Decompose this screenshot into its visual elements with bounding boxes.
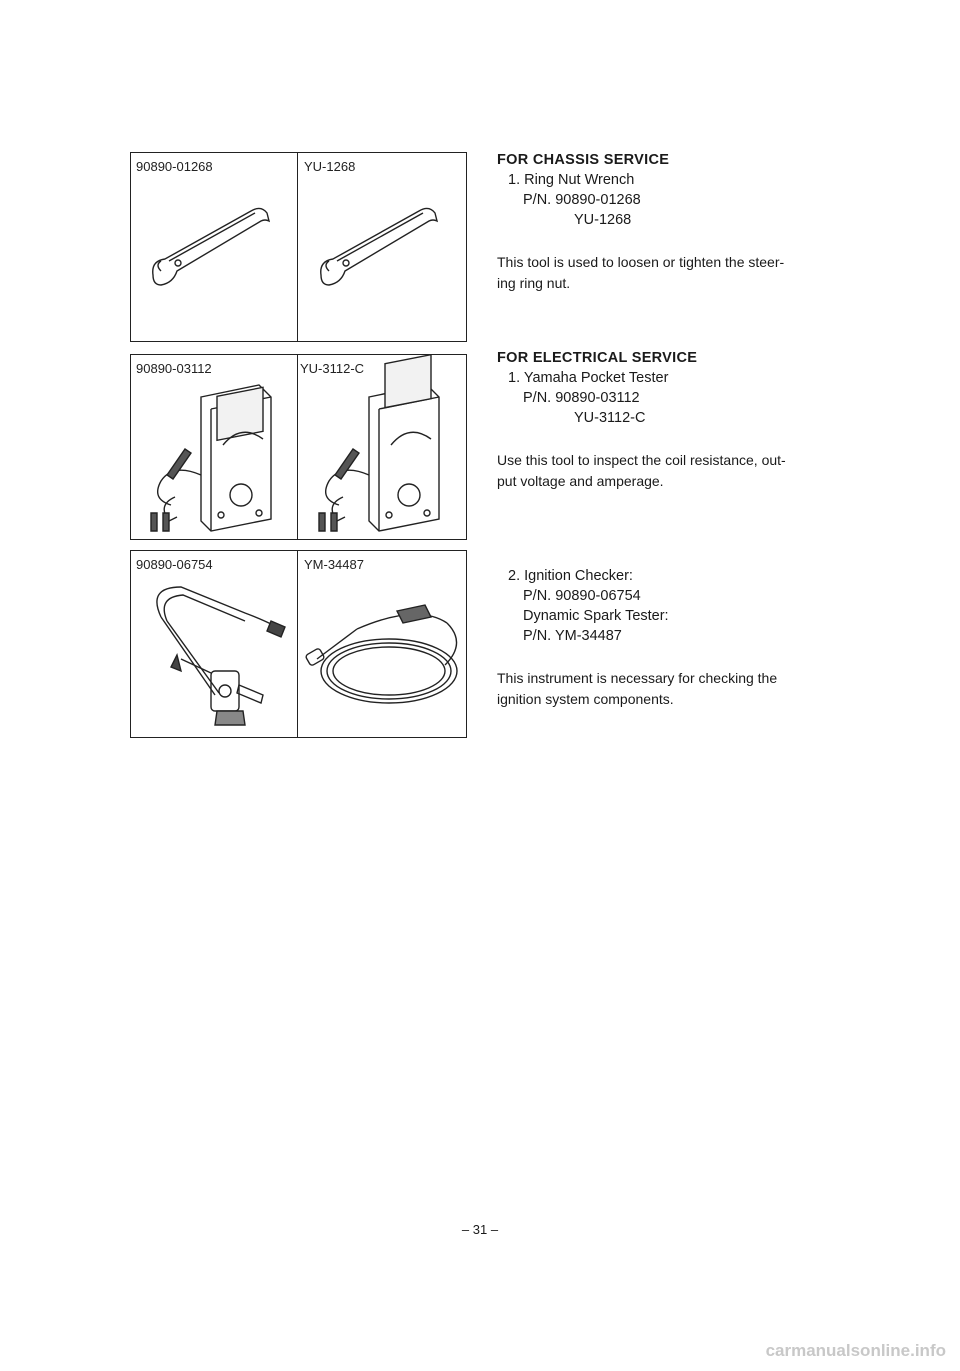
tool-part-number: P/N. 90890-03112 bbox=[523, 390, 640, 406]
tool-part-number-alt: YU-3112-C bbox=[574, 410, 646, 426]
tool-part-number-alt: P/N. YM-34487 bbox=[523, 628, 622, 644]
tool-name: 2. Ignition Checker: bbox=[508, 568, 633, 584]
tool-part-number-right: YM-34487 bbox=[304, 557, 364, 572]
tool-part-number-left: 90890-06754 bbox=[136, 557, 213, 572]
description-line: Use this tool to inspect the coil resistance, out- bbox=[497, 452, 786, 468]
tool-part-number-right: YU-3112-C bbox=[300, 361, 365, 376]
tool-box-pocket-tester bbox=[130, 354, 467, 540]
electrical-service-section bbox=[497, 348, 837, 492]
tool-part-number-right: YU-1268 bbox=[304, 159, 356, 174]
watermark: carmanualsonline.info bbox=[765, 1341, 946, 1360]
tool-part-number: P/N. 90890-01268 bbox=[523, 192, 641, 208]
tool-description bbox=[497, 450, 837, 492]
description-line: This instrument is necessary for checking the bbox=[497, 670, 778, 686]
pocket-tester-icon bbox=[131, 355, 468, 541]
description-line: This tool is used to loosen or tighten the steer- bbox=[497, 254, 785, 270]
tool-name: 1. Ring Nut Wrench bbox=[508, 172, 635, 188]
section-heading: FOR ELECTRICAL SERVICE bbox=[497, 350, 698, 366]
chassis-service-section bbox=[497, 150, 837, 294]
tool-part-number-alt: YU-1268 bbox=[574, 212, 632, 228]
tool-part-number-left: 90890-03112 bbox=[136, 361, 212, 376]
tool-description bbox=[497, 252, 837, 294]
description-line: ing ring nut. bbox=[497, 275, 571, 291]
ignition-checker-icon bbox=[131, 551, 468, 739]
tool-alt-name: Dynamic Spark Tester: bbox=[523, 608, 669, 624]
description-line: ignition system components. bbox=[497, 691, 674, 707]
tool-box-ring-nut-wrench bbox=[130, 152, 467, 342]
section-heading: FOR CHASSIS SERVICE bbox=[497, 152, 670, 168]
tool-name: 1. Yamaha Pocket Tester bbox=[508, 370, 669, 386]
ignition-checker-section bbox=[497, 566, 837, 710]
page-number: – 31 – bbox=[461, 1222, 499, 1237]
ring-nut-wrench-icon bbox=[131, 153, 468, 343]
tool-description bbox=[497, 668, 837, 710]
tool-part-number: P/N. 90890-06754 bbox=[523, 588, 641, 604]
description-line: put voltage and amperage. bbox=[497, 473, 664, 489]
tool-part-number-left: 90890-01268 bbox=[136, 159, 213, 174]
tool-box-ignition-checker bbox=[130, 550, 467, 738]
